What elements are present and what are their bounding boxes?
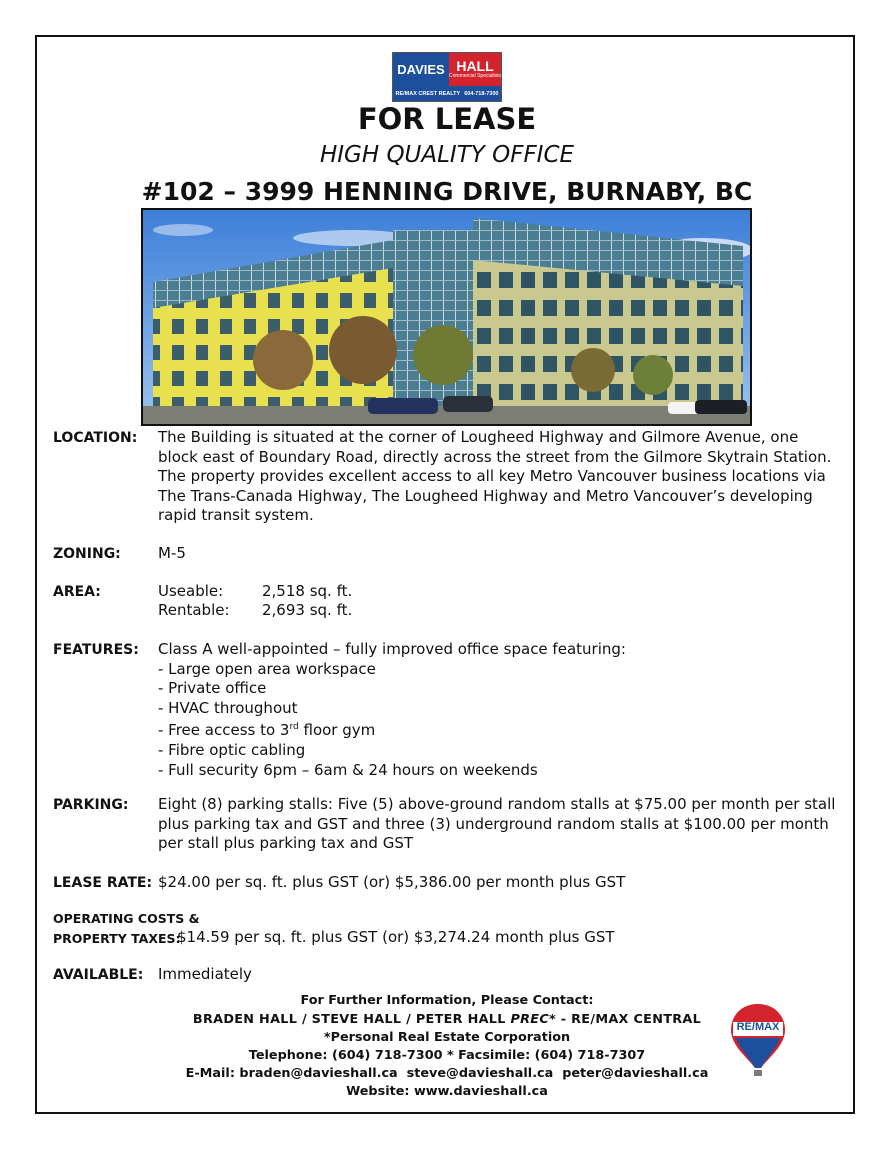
feature-item: - Large open area workspace: [158, 659, 376, 678]
email-label: E-Mail:: [185, 1066, 235, 1081]
useable-value: 2,518 sq. ft.: [262, 582, 353, 600]
zoning-label: ZONING:: [53, 546, 121, 562]
email-braden-link[interactable]: braden@davieshall.ca: [239, 1066, 398, 1081]
logo-davies-text: DAVIES: [393, 53, 449, 86]
operating-costs-value: $14.59 per sq. ft. plus GST (or) $3,274.24 month plus GST: [177, 928, 615, 946]
feature-item: - Private office: [158, 679, 267, 698]
property-address: #102 – 3999 HENNING DRIVE, BURNABY, BC: [141, 177, 753, 206]
features-label: FEATURES:: [53, 642, 139, 658]
contact-names-pre: BRADEN HALL / STEVE HALL / PETER HALL: [192, 1012, 511, 1027]
parking-line: plus parking tax and GST and three (3) underground random stalls at $100.00 per month: [158, 814, 829, 833]
parking-text: [158, 795, 835, 854]
location-line: rapid transit system.: [158, 506, 314, 525]
feature-item: - HVAC throughout: [158, 698, 298, 717]
location-line: The property provides excellent access to all key Metro Vancouver business locations via: [158, 467, 826, 486]
logo-brokerage: RE/MAX CREST REALTY: [395, 90, 461, 97]
page-subtitle: HIGH QUALITY OFFICE: [319, 142, 575, 168]
parking-label: PARKING:: [53, 797, 129, 813]
logo-hall-text: HALL: [456, 58, 494, 74]
available-label: AVAILABLE:: [53, 967, 144, 983]
remax-balloon-logo: [728, 1002, 788, 1080]
useable-label: Useable:: [158, 582, 224, 600]
area-label: AREA:: [53, 584, 101, 600]
email-steve-link[interactable]: steve@davieshall.ca: [406, 1066, 554, 1081]
rentable-label: Rentable:: [158, 601, 230, 619]
lease-rate-value: $24.00 per sq. ft. plus GST (or) $5,386.00 per month plus GST: [158, 873, 626, 891]
feature-gym-sup: rd: [289, 722, 299, 733]
contact-phones: Telephone: (604) 718-7300 * Facsimile: (604) 718-7307: [248, 1048, 646, 1063]
property-taxes-label: PROPERTY TAXES:: [53, 931, 181, 946]
zoning-value: M-5: [158, 544, 186, 562]
feature-item: - Full security 6pm – 6am & 24 hours on weekends: [158, 760, 538, 779]
features-intro: Class A well-appointed – fully improved office space featuring:: [158, 640, 626, 658]
available-value: Immediately: [158, 965, 252, 983]
contact-names-post: * - RE/MAX CENTRAL: [549, 1012, 702, 1027]
lease-rate-label: LEASE RATE:: [53, 875, 153, 891]
davies-hall-logo: [392, 52, 502, 102]
features-list: [158, 640, 626, 780]
location-line: The Building is situated at the corner of Lougheed Highway and Gilmore Avenue, one: [158, 428, 799, 446]
parking-line: per stall plus parking tax and GST: [158, 834, 413, 853]
building-photo: [141, 208, 752, 426]
email-peter-link[interactable]: peter@davieshall.ca: [562, 1066, 709, 1081]
contact-website: [0, 1084, 894, 1099]
contact-corp: *Personal Real Estate Corporation: [323, 1030, 571, 1045]
logo-tagline: Commercial Specialists: [449, 73, 501, 79]
location-text: [158, 428, 831, 526]
contact-names-prec: PREC: [510, 1012, 550, 1027]
feature-item: - Fibre optic cabling: [158, 740, 306, 759]
website-label: Website:: [346, 1084, 410, 1099]
balloon-text: RE/MAX: [736, 1021, 780, 1033]
page-title: FOR LEASE: [357, 102, 537, 136]
location-label: LOCATION:: [53, 430, 138, 446]
feature-item: [158, 718, 626, 741]
location-line: block east of Boundary Road, directly across the street from the Gilmore Skytrain Station.: [158, 447, 832, 466]
rentable-value: 2,693 sq. ft.: [262, 601, 353, 619]
feature-gym-rest: floor gym: [298, 721, 376, 740]
feature-gym-text: - Free access to 3: [158, 721, 290, 740]
operating-costs-label: OPERATING COSTS &: [53, 911, 200, 926]
balloon-icon: [728, 1002, 788, 1080]
location-line: The Trans-Canada Highway, The Lougheed Highway and Metro Vancouver’s developing: [158, 486, 813, 505]
logo-phone: 604-718-7300: [464, 90, 499, 97]
contact-heading: For Further Information, Please Contact:: [300, 993, 594, 1008]
website-link[interactable]: www.davieshall.ca: [413, 1084, 548, 1099]
parking-line: Eight (8) parking stalls: Five (5) above-ground random stalls at $75.00 per month per stall: [158, 795, 836, 813]
